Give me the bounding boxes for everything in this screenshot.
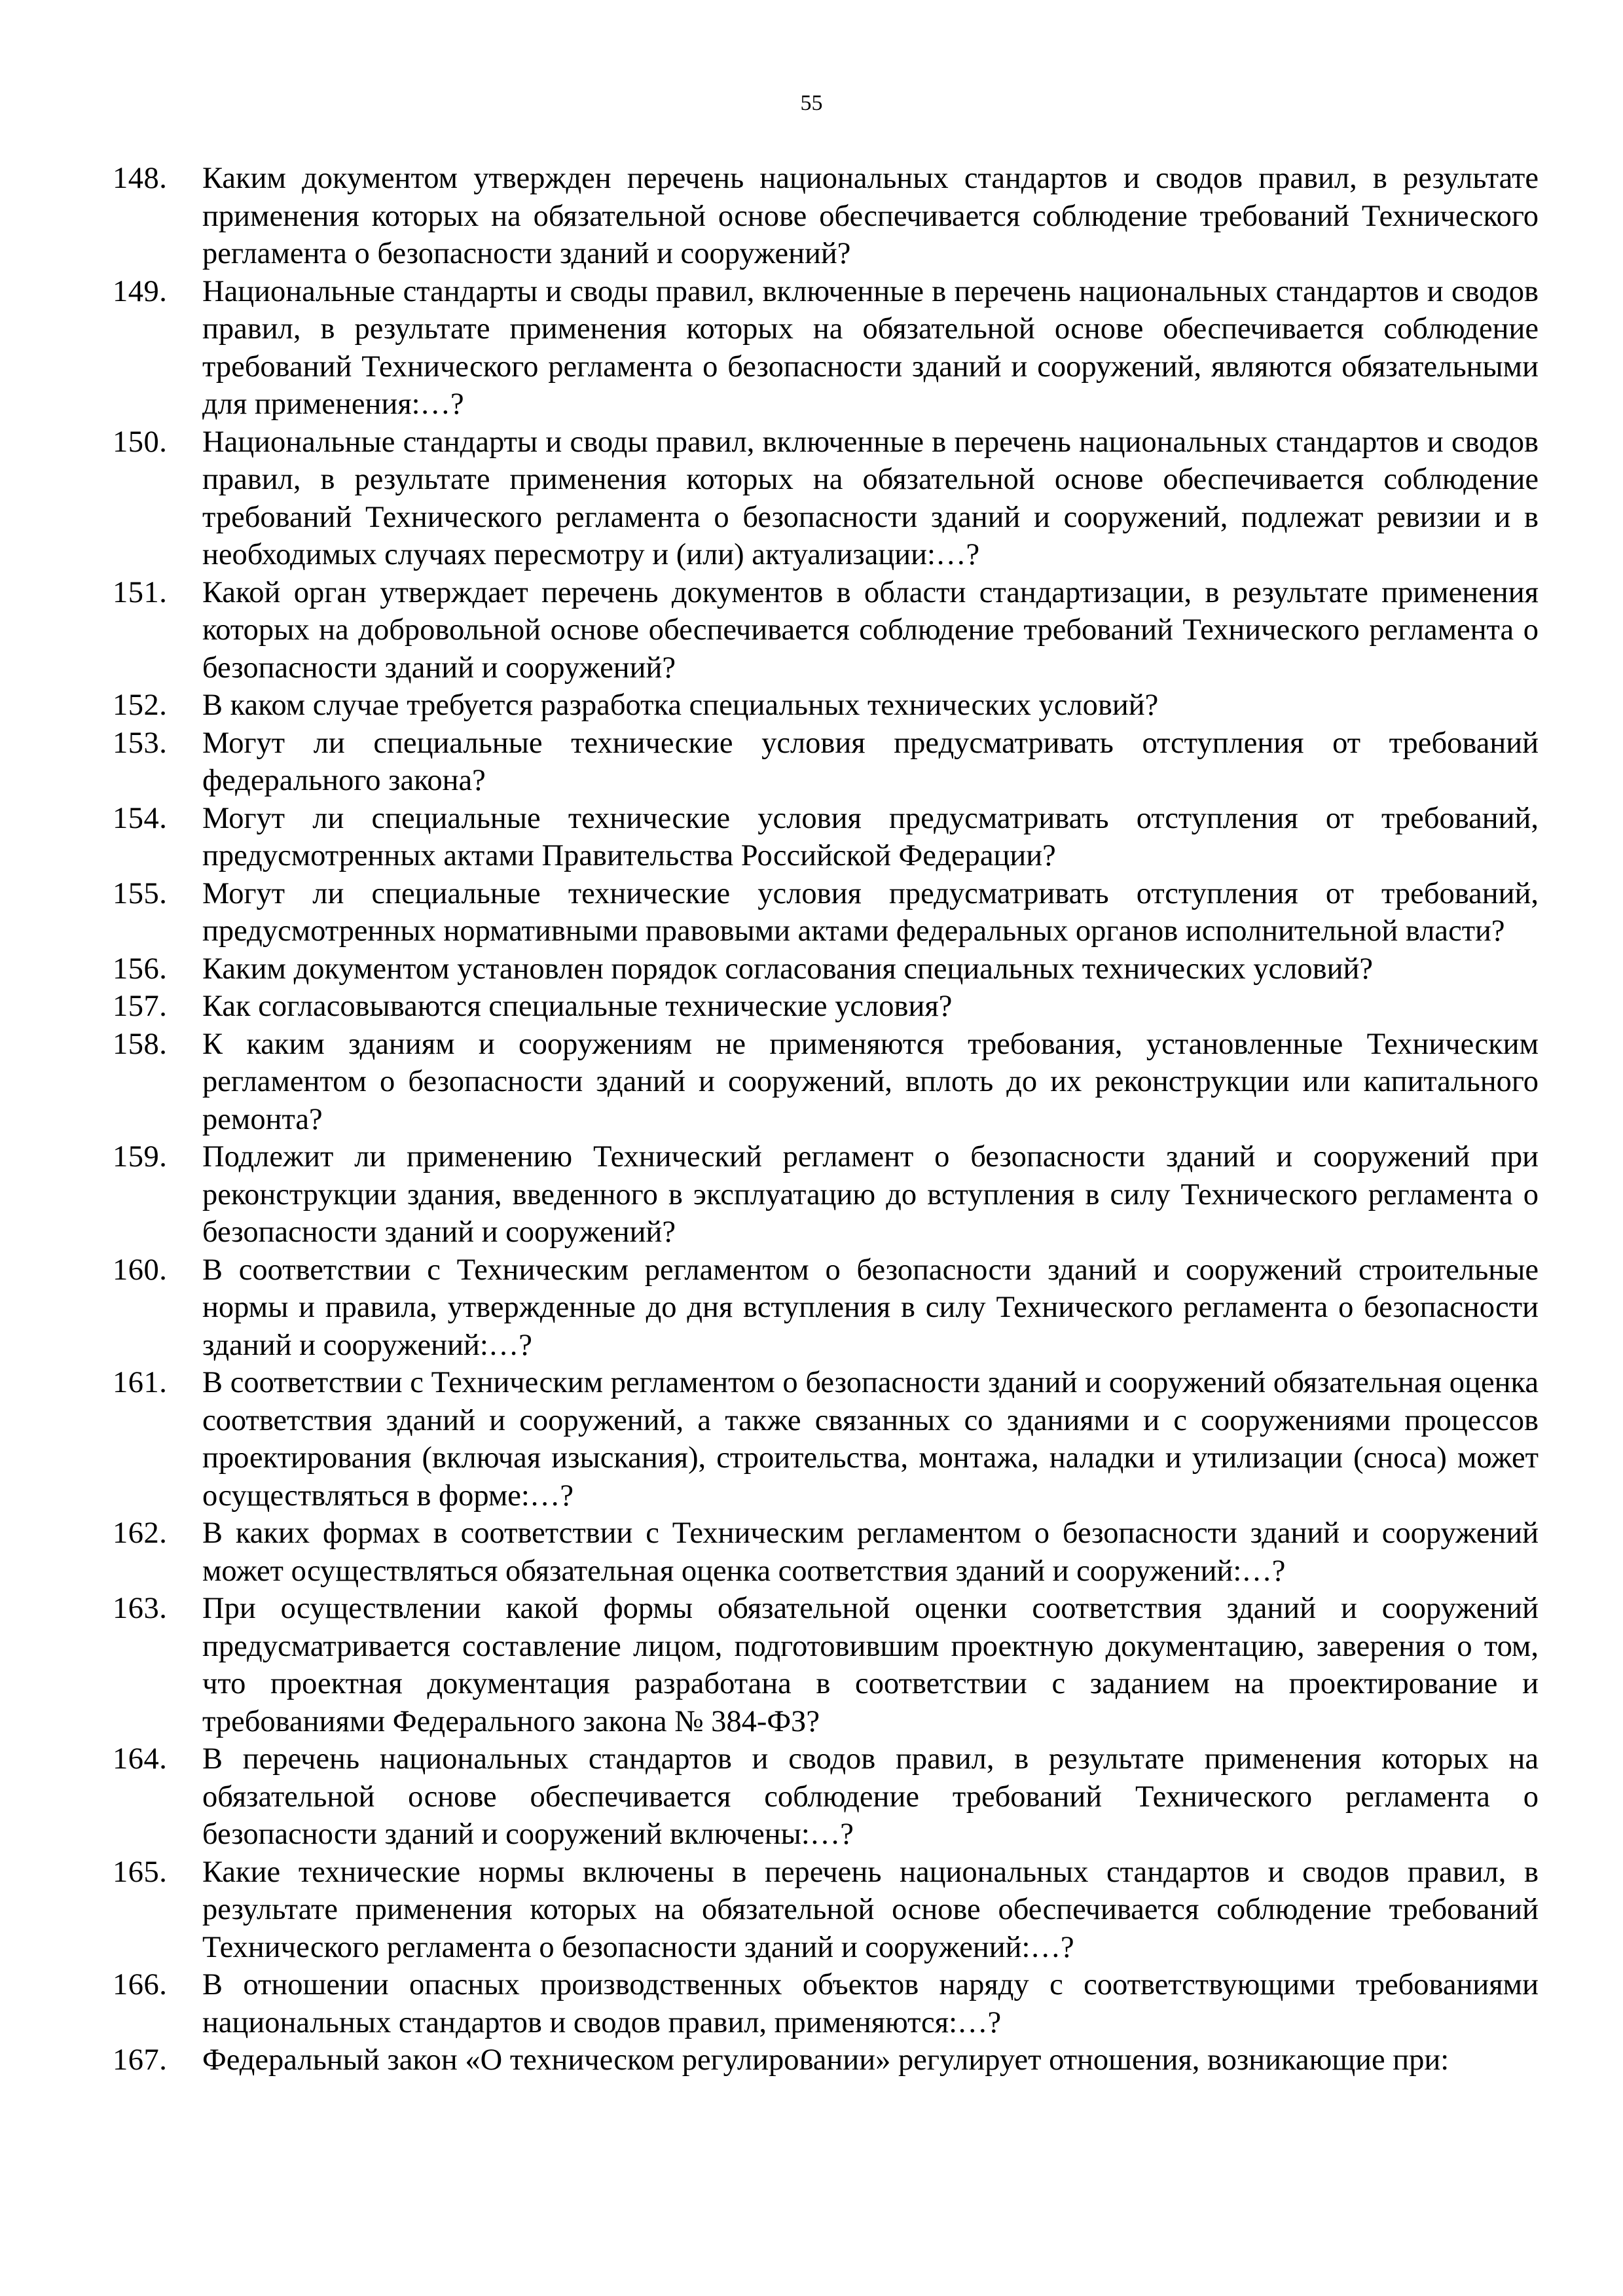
question-number: 161. <box>113 1366 168 1399</box>
question-item <box>113 273 1539 423</box>
question-number: 164. <box>113 1742 168 1776</box>
question-item <box>113 725 1539 800</box>
question-number: 158. <box>113 1027 168 1061</box>
question-number: 163. <box>113 1592 168 1625</box>
question-text: Какой орган утверждает перечень документов в области стандартизации, в результате применения которых на добровольной основе обеспечивается соблюдение требований Технического регламента о безопасности зданий и сооружений? <box>202 575 1539 685</box>
question-item <box>113 687 1539 725</box>
question-text: В отношении опасных производственных объектов наряду с соответствующими требованиями национальных стандартов и сводов правил, применяются:…? <box>202 1968 1539 2039</box>
question-number: 148. <box>113 162 168 195</box>
question-text: В соответствии с Техническим регламентом о безопасности зданий и сооружений обязательная оценка соответствия зданий и сооружений, а также связанных со зданиями и с сооружениями процессов проектирования (включая изыскания), строительства, монтажа, наладки и утилизации (сноса) может осуществляться в форме:…? <box>202 1366 1539 1513</box>
question-number: 162. <box>113 1516 168 1550</box>
question-text: Могут ли специальные технические условия предусматривать отступления от требований федерального закона? <box>202 726 1539 797</box>
question-item <box>113 1966 1539 2041</box>
question-text: В перечень национальных стандартов и сводов правил, в результате применения которых на обязательной основе обеспечивается соблюдение требований Технического регламента о безопасности зданий и сооружений включены:…? <box>202 1742 1539 1851</box>
question-text: Национальные стандарты и своды правил, включенные в перечень национальных стандартов и сводов правил, в результате применения которых на обязательной основе обеспечивается соблюдение требований Технического регламента о безопасности зданий и сооружений, подлежат ревизии и в необходимых случаях пересмотру и (или) актуализации:…? <box>202 425 1539 571</box>
question-text: Могут ли специальные технические условия предусматривать отступления от требований, предусмотренных актами Правительства Российской Федерации? <box>202 801 1539 872</box>
question-number: 151. <box>113 575 168 609</box>
question-number: 165. <box>113 1855 168 1889</box>
question-item <box>113 875 1539 950</box>
question-item <box>113 1515 1539 1590</box>
question-text: В каком случае требуется разработка специальных технических условий? <box>202 689 1159 722</box>
question-item <box>113 1740 1539 1854</box>
question-text: К каким зданиям и сооружениям не применяются требования, установленные Техническим регламентом о безопасности зданий и сооружений, вплоть до их реконструкции или капитального ремонта? <box>202 1027 1539 1136</box>
question-text: В соответствии с Техническим регламентом о безопасности зданий и сооружений строительные нормы и правила, утвержденные до дня вступления в силу Технического регламента о безопасности зданий и сооружений:…? <box>202 1253 1539 1362</box>
question-item <box>113 1138 1539 1251</box>
question-number: 155. <box>113 876 168 910</box>
question-item <box>113 1251 1539 1365</box>
question-item <box>113 1364 1539 1515</box>
question-item <box>113 1590 1539 1740</box>
question-number: 153. <box>113 726 168 760</box>
question-number: 150. <box>113 425 168 459</box>
question-item <box>113 950 1539 988</box>
question-item <box>113 2041 1539 2079</box>
question-number: 159. <box>113 1140 168 1174</box>
question-number: 152. <box>113 689 168 722</box>
question-text: Могут ли специальные технические условия предусматривать отступления от требований, предусмотренных нормативными правовыми актами федеральных органов исполнительной власти? <box>202 876 1539 948</box>
question-number: 167. <box>113 2043 168 2077</box>
question-item <box>113 160 1539 273</box>
question-number: 149. <box>113 274 168 308</box>
question-number: 160. <box>113 1253 168 1287</box>
question-item <box>113 988 1539 1026</box>
page-number: 55 <box>800 91 823 115</box>
question-text: В каких формах в соответствии с Техническим регламентом о безопасности зданий и сооружений может осуществляться обязательная оценка соответствия зданий и сооружений:…? <box>202 1516 1539 1588</box>
question-text: При осуществлении какой формы обязательной оценки соответствия зданий и сооружений предусматривается составление лицом, подготовившим проектную документацию, заверения о том, что проектная документация разработана в соответствии с заданием на проектирование и требованиями Федерального закона № 384-ФЗ? <box>202 1592 1539 1738</box>
question-text: Подлежит ли применению Технический регламент о безопасности зданий и сооружений при реконструкции здания, введенного в эксплуатацию до вступления в силу Технического регламента о безопасности зданий и сооружений? <box>202 1140 1539 1249</box>
question-list <box>113 160 1539 2079</box>
question-item <box>113 574 1539 687</box>
question-text: Как согласовываются специальные технические условия? <box>202 990 953 1023</box>
question-number: 156. <box>113 952 168 986</box>
question-number: 166. <box>113 1968 168 2001</box>
question-text: Каким документом утвержден перечень национальных стандартов и сводов правил, в результате применения которых на обязательной основе обеспечивается соблюдение требований Технического регламента о безопасности зданий и сооружений? <box>202 162 1539 270</box>
question-text: Какие технические нормы включены в перечень национальных стандартов и сводов правил, в результате применения которых на обязательной основе обеспечивается соблюдение требований Технического регламента о безопасности зданий и сооружений:…? <box>202 1855 1539 1964</box>
question-item <box>113 1026 1539 1139</box>
question-item <box>113 800 1539 875</box>
question-text: Национальные стандарты и своды правил, включенные в перечень национальных стандартов и сводов правил, в результате применения которых на обязательной основе обеспечивается соблюдение требований Технического регламента о безопасности зданий и сооружений, являются обязательными для применения:…? <box>202 274 1539 421</box>
question-number: 154. <box>113 801 168 835</box>
question-item <box>113 1854 1539 1967</box>
question-text: Федеральный закон «О техническом регулировании» регулирует отношения, возникающие при: <box>202 2043 1450 2077</box>
question-item <box>113 423 1539 574</box>
question-number: 157. <box>113 990 168 1023</box>
question-text: Каким документом установлен порядок согласования специальных технических условий? <box>202 952 1374 986</box>
